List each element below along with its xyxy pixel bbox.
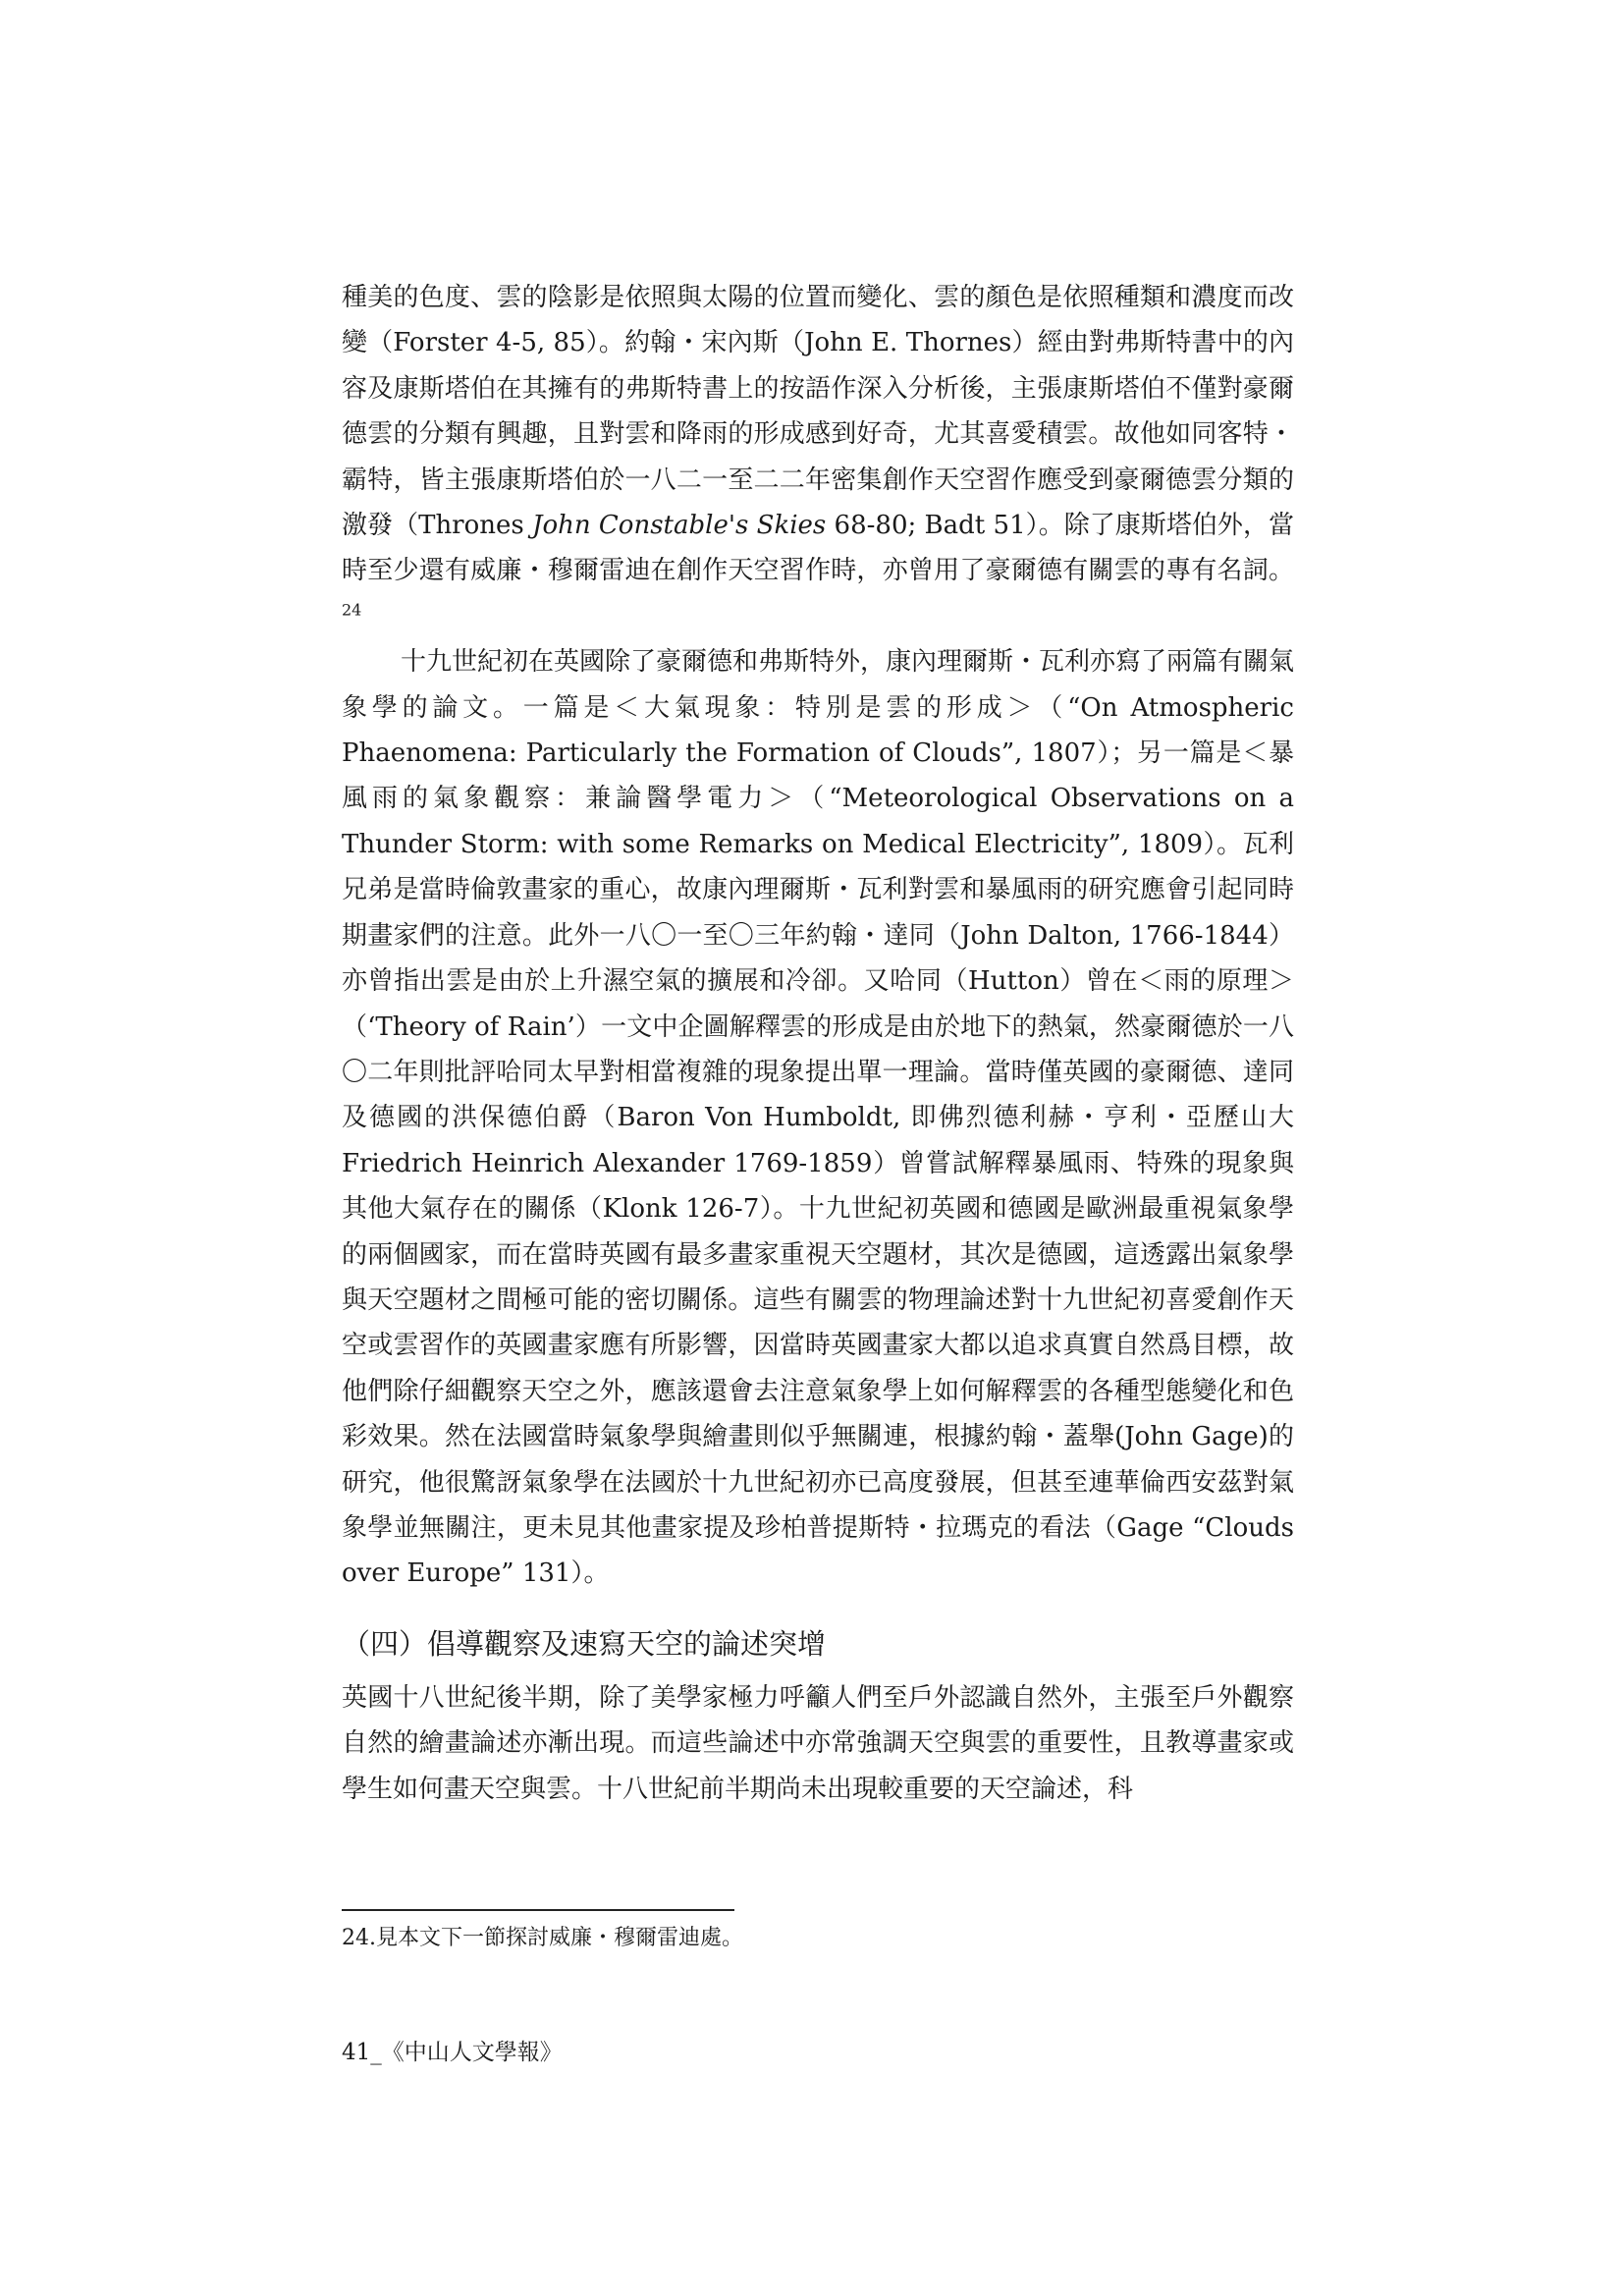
body-text <box>342 275 1294 1812</box>
paragraph-1-text: 種美的色度、雲的陰影是依照與太陽的位置而變化、雲的顏色是依照種類和濃度而改變（Forster 4-5, 85）。約翰・宋內斯（John E. Thornes）經由對弗斯特書中的內容及康斯塔伯在其擁有的弗斯特書上的按語作深入分析後，主張康斯塔伯不僅對豪爾德雲的分類有興趣，且對雲和降雨的形成感到好奇，尤其喜愛積雲。故他如同客特・霸特，皆主張康斯塔伯於一八二一至二二年密集創作天空習作應受到豪爾德雲分類的激發（Thrones <box>342 283 1294 541</box>
footnote-24: 24.見本文下一節探討威廉・穆爾雷迪處。 <box>342 1926 743 1950</box>
section-heading: （四）倡導觀察及速寫天空的論述突增 <box>342 1626 827 1661</box>
paragraph-1-tail: 68-80; Badt 51）。除了康斯塔伯外，當時至少還有威廉・穆爾雷迪在創作天空習作時，亦曾用了豪爾德有關雲的專有名詞。 <box>342 511 1294 586</box>
page-footer: 41_《中山人文學報》 <box>342 2040 563 2065</box>
footnote-divider <box>342 1909 734 1911</box>
book-title-italic: John Constable's Skies <box>532 511 827 541</box>
paragraph-3: 英國十八世紀後半期，除了美學家極力呼籲人們至戶外認識自然外，主張至戶外觀察自然的繪畫論述亦漸出現。而這些論述中亦常強調天空與雲的重要性，且教導畫家或學生如何畫天空與雲。十八世紀前半期尚未出現較重要的天空論述，科 <box>342 1682 1294 1804</box>
paragraph-2: 十九世紀初在英國除了豪爾德和弗斯特外，康內理爾斯・瓦利亦寫了兩篇有關氣象學的論文。一篇是＜大氣現象：特別是雲的形成＞（“On Atmospheric Phaenomena: Particularly the Formation of Clouds”, 1807）；另一篇是＜暴風雨的氣象觀察：兼論醫學電力＞（“Meteorological Observations on a Thunder Storm: with some Remarks on Medical Electricity”, 1809）。瓦利兄弟是當時倫敦畫家的重心，故康內理爾斯・瓦利對雲和暴風雨的研究應會引起同時期畫家們的注意。此外一八〇一至〇三年約翰・達同（John Dalton, 1766-1844）亦曾指出雲是由於上升濕空氣的擴展和冷卻。又哈同（Hutton）曾在＜雨的原理＞（‘Theory of Rain’）一文中企圖解釋雲的形成是由於地下的熱氣，然豪爾德於一八〇二年則批評哈同太早對相當複雜的現象提出單一理論。當時僅英國的豪爾德、達同及德國的洪保德伯爵（Baron Von Humboldt, 即佛烈德利赫・亨利・亞歷山大 Friedrich Heinrich Alexander 1769-1859）曾嘗試解釋暴風雨、特殊的現象與其他大氣存在的關係（Klonk 126-7）。十九世紀初英國和德國是歐洲最重視氣象學的兩個國家，而在當時英國有最多畫家重視天空題材，其次是德國，這透露出氣象學與天空題材之間極可能的密切關係。這些有關雲的物理論述對十九世紀初喜愛創作天空或雲習作的英國畫家應有所影響，因當時英國畫家大都以追求真實自然爲目標，故他們除仔細觀察天空之外，應該還會去注意氣象學上如何解釋雲的各種型態變化和色彩效果。然在法國當時氣象學與繪畫則似乎無關連，根據約翰・蓋舉(John Gage)的研究，他很驚訝氣象學在法國於十九世紀初亦已高度發展，但甚至連華倫西安茲對氣象學並無關注，更未見其他畫家提及珍柏普提斯特・拉瑪克的看法（Gage “Clouds over Europe” 131）。 <box>342 647 1295 1589</box>
paragraph-1 <box>342 275 1294 639</box>
footnote-reference-24[interactable]: 24 <box>342 600 362 620</box>
